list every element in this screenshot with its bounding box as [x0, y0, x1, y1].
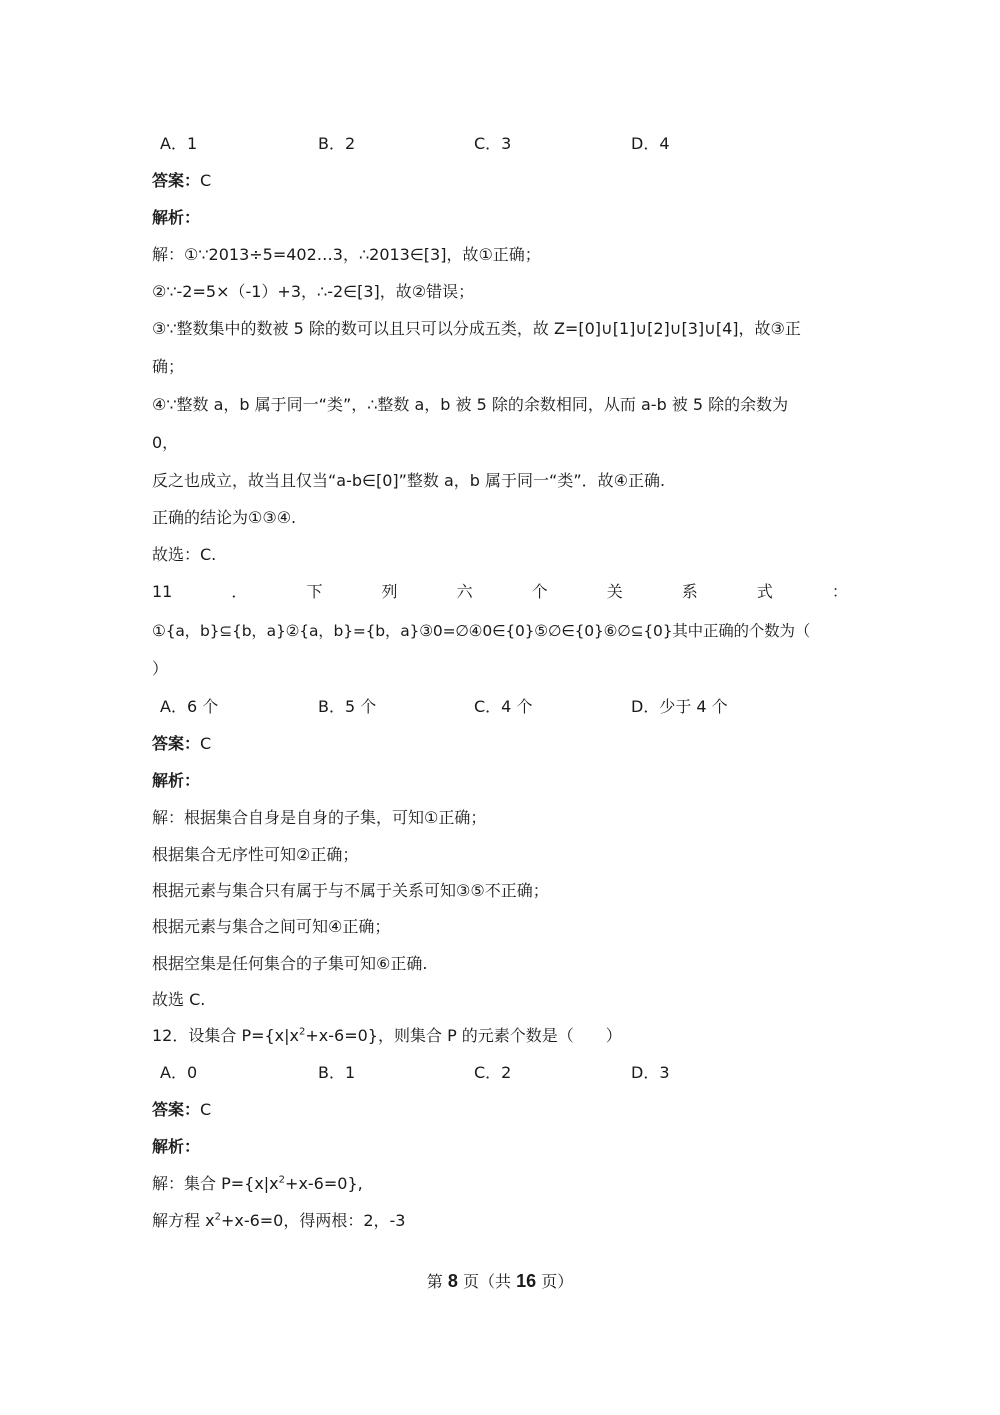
q10-analysis-line: 故选：C. — [152, 545, 217, 564]
q10-analysis-line: 解：①∵2013÷5=402…3，∴2013∈[3]，故①正确； — [152, 245, 541, 264]
q12-stem-part: 12．设集合 P={x|x — [152, 1026, 300, 1045]
q12-option-b: B．1 — [318, 1063, 356, 1082]
q11-stem-line1 — [152, 581, 848, 603]
q11-option-d: D．少于 4 个 — [631, 697, 728, 716]
q10-option-b: B．2 — [318, 134, 356, 153]
q12-analysis-part: 解：集合 P={x|x — [152, 1174, 279, 1193]
stem-token: 下 — [306, 582, 323, 601]
stem-token: 六 — [456, 582, 473, 601]
q11-analysis-line: 根据空集是任何集合的子集可知⑥正确. — [152, 954, 428, 973]
q10-analysis-line: 正确的结论为①③④. — [152, 508, 297, 527]
footer-suffix: 页） — [536, 1272, 574, 1291]
footer-prefix: 第 — [426, 1272, 448, 1291]
q11-analysis-line: 根据元素与集合之间可知④正确； — [152, 917, 391, 936]
q11-option-a: A．6 个 — [160, 697, 219, 716]
stem-token: 列 — [381, 582, 398, 601]
answer-label: 答案： — [152, 734, 201, 753]
q12-stem-part: +x-6=0}，则集合 P 的元素个数是（ ） — [305, 1026, 622, 1045]
q10-analysis-line: 确； — [152, 357, 185, 376]
q10-analysis-line: 反之也成立，故当且仅当“a-b∈[0]”整数 a，b 属于同一“类”．故④正确. — [152, 471, 666, 490]
answer-value: C — [200, 734, 212, 753]
answer-label: 答案： — [152, 1100, 201, 1119]
stem-token: 系 — [681, 582, 698, 601]
q11-analysis-line: 根据集合无序性可知②正确； — [152, 845, 359, 864]
q10-option-d: D．4 — [631, 134, 670, 153]
q11-option-c: C．4 个 — [474, 697, 533, 716]
q10-option-c: C．3 — [474, 134, 512, 153]
q12-analysis-exponent: 2 — [214, 1211, 221, 1223]
q11-analysis-label: 解析： — [152, 771, 201, 790]
q12-analysis-line — [152, 1210, 406, 1232]
q12-analysis-line — [152, 1173, 363, 1195]
total-pages: 16 — [516, 1271, 537, 1291]
q11-stem-line3: ） — [152, 659, 169, 678]
q11-analysis-line: 故选 C. — [152, 990, 206, 1009]
q12-analysis-part: 解方程 x — [152, 1211, 215, 1230]
q12-option-a: A．0 — [160, 1063, 198, 1082]
answer-value: C — [200, 1100, 212, 1119]
q10-analysis-line: ③∵整数集中的数被 5 除的数可以且只可以分成五类，故 Z=[0]∪[1]∪[2]∪[3]∪[4]，故③正 — [152, 319, 801, 338]
q12-option-d: D．3 — [631, 1063, 670, 1082]
q10-analysis-line: 0， — [152, 433, 179, 452]
stem-token: 11 — [152, 582, 173, 601]
stem-token: ． — [231, 582, 248, 601]
answer-value: C — [200, 171, 212, 190]
q11-option-b: B．5 个 — [318, 697, 377, 716]
q12-analysis-part: +x-6=0}, — [285, 1174, 363, 1193]
q12-stem — [152, 1025, 622, 1047]
q12-analysis-part: +x-6=0，得两根：2，-3 — [220, 1211, 406, 1230]
page-footer — [0, 1270, 1000, 1293]
q11-answer — [152, 733, 211, 755]
q10-analysis-line: ④∵整数 a，b 属于同一“类”，∴整数 a，b 被 5 除的余数相同，从而 a-b 被 5 除的余数为 — [152, 395, 789, 414]
q12-answer — [152, 1099, 211, 1121]
q11-stem-line2: ①{a，b}⊆{b，a}②{a，b}={b，a}③0=∅④0∈{0}⑤∅∈{0}⑥∅⊆{0}其中正确的个数为（ — [152, 622, 811, 640]
stem-token: 式 — [756, 582, 773, 601]
q12-analysis-exponent: 2 — [278, 1174, 286, 1186]
stem-token: ： — [831, 582, 848, 601]
q12-option-c: C．2 — [474, 1063, 512, 1082]
page-number: 8 — [447, 1271, 458, 1291]
q10-analysis-line: ②∵-2=5×（-1）+3，∴-2∈[3]，故②错误； — [152, 282, 475, 301]
q10-analysis-label: 解析： — [152, 208, 201, 227]
q10-option-a: A．1 — [160, 134, 198, 153]
q11-analysis-line: 解：根据集合自身是自身的子集，可知①正确； — [152, 808, 487, 827]
q10-answer — [152, 170, 211, 192]
q12-stem-exponent: 2 — [299, 1026, 306, 1038]
footer-middle: 页（共 — [457, 1272, 517, 1291]
answer-label: 答案： — [152, 171, 201, 190]
stem-token: 个 — [531, 582, 548, 601]
q12-analysis-label: 解析： — [152, 1137, 201, 1156]
q11-analysis-line: 根据元素与集合只有属于与不属于关系可知③⑤不正确； — [152, 881, 549, 900]
stem-token: 关 — [606, 582, 623, 601]
